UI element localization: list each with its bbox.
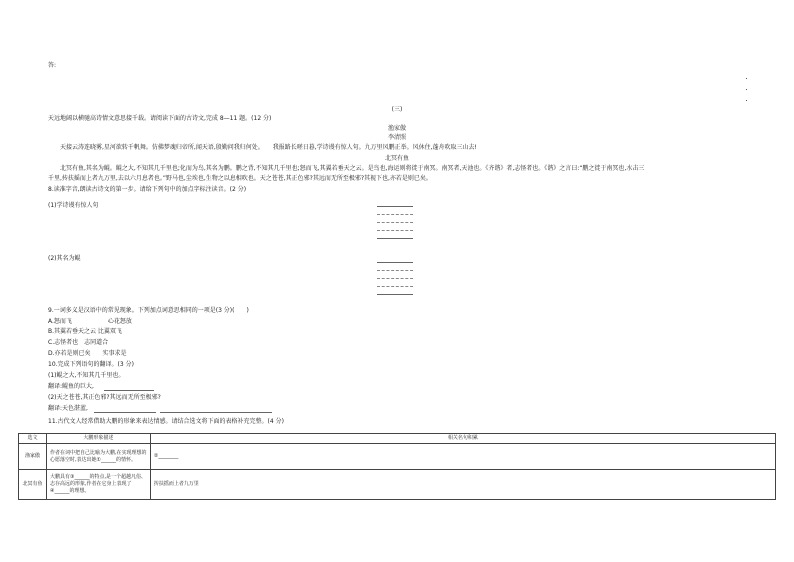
margin-dot	[746, 100, 747, 101]
translation-blank[interactable]	[104, 390, 154, 391]
pinyin-guide-line	[377, 214, 413, 215]
prose-text-line1: 北冥有鱼,其名为鲲。鲲之大,不知其几千里也;化而为鸟,其名为鹏。鹏之背,不知其几千里也;怒而飞,其翼若垂天之云。是鸟也,海运则将徙于南冥。南冥者,天池也。《齐谐》者,志怪者也。《谐》之言曰:“鹏之徙于南冥也,水击三	[60, 165, 645, 172]
pinyin-blank[interactable]	[377, 262, 413, 263]
question-8-item-2: (2)其名为鲲	[48, 255, 81, 262]
table-row	[19, 444, 776, 470]
question-10-item-2: (2)天之苍苍,其正色邪?其远而无所至极邪?	[48, 394, 161, 401]
poem-author: 李清照	[387, 134, 406, 141]
question-9-stem: 9.一词多义是汉语中的常见现象。下列加点词意思相同的一项是(3 分)( )	[48, 307, 249, 314]
question-11-stem: 11.古代文人经常借助大鹏的形象来表达情感。请结合选文将下面的表格补充完整。(4 分)	[48, 418, 284, 425]
pinyin-guide-line	[377, 230, 413, 231]
prose-text-line2: 千里,抟扶摇而上者九万里,去以六月息者也。”野马也,尘埃也,生物之以息相吹也。天之苍苍,其正色邪?其远而无所至极邪?其视下也,亦若是则已矣。	[48, 175, 432, 182]
pinyin-blank[interactable]	[377, 206, 413, 207]
table-header: 大鹏形象描述	[46, 434, 150, 444]
table-header: 选文	[19, 434, 47, 444]
question-10-translation-1: 翻译:鲲鱼的巨大,	[48, 383, 94, 390]
section-intro: 天远地阔以横驰高诗情文意思接千载。请阅读下面的古诗文,完成 8—11 题。(12 分)	[48, 115, 272, 122]
answer-label: 答:	[48, 62, 57, 69]
pinyin-guide-line	[377, 278, 413, 279]
pinyin-blank[interactable]	[377, 294, 413, 295]
table-header: 相关名句积累	[150, 434, 775, 444]
table-row	[19, 470, 776, 500]
poem-title: 渔家傲	[387, 125, 406, 132]
question-8-stem: 8.读准字音,朗读古诗文的第一步。请给下列句中的加点字标注读音。(2 分)	[48, 186, 247, 193]
question-8-item-1: (1)学诗谩有惊人句	[48, 202, 99, 209]
pinyin-guide-line	[377, 270, 413, 271]
pinyin-blank[interactable]	[377, 238, 413, 239]
question-10-item-1: (1)鲲之大,不知其几千里也。	[48, 372, 125, 379]
margin-dot	[746, 89, 747, 90]
pinyin-guide-line	[377, 286, 413, 287]
question-10-stem: 10.完成下列语句的翻译。(3 分)	[48, 361, 134, 368]
question-10-translation-2: 翻译:天色湛蓝,	[48, 405, 88, 412]
section-number: (三)	[391, 106, 403, 113]
table-cell-description[interactable]: 大鹏具有③______的特点,是一个超越凡俗、志存高远的形象,作者在它身上表现了④______的理想。	[46, 470, 150, 500]
answer-table	[18, 433, 776, 500]
question-9-option-d[interactable]: D.亦若是则已矣 实事求是	[48, 350, 127, 357]
table-cell-quote: 抟扶摇而上者九万里	[150, 470, 775, 500]
translation-blank[interactable]	[160, 412, 272, 413]
margin-dot	[746, 78, 747, 79]
question-9-option-a[interactable]: A.怒而飞 心花怒放	[48, 318, 132, 325]
table-cell-quote[interactable]: ②________	[150, 444, 775, 470]
table-cell-title: 北冥有鱼	[19, 470, 47, 500]
poem-text: 天接云涛连晓雾,星河欲转千帆舞。仿佛梦魂归帝所,闻天语,殷勤问我归何处。 我报路长嗟日暮,学诗谩有惊人句。九万里风鹏正举。风休住,蓬舟吹取三山去!	[60, 144, 477, 151]
table-cell-title: 渔家傲	[19, 444, 47, 470]
question-9-option-b[interactable]: B.其翼若垂天之云 比翼双飞	[48, 328, 122, 335]
question-9-option-c[interactable]: C.志怪者也 志同道合	[48, 339, 109, 346]
table-cell-description[interactable]: 作者在词中把自己比喻为大鹏,在实现理想的心愿落空时,表达出她①______的情怀。	[46, 444, 150, 470]
translation-blank[interactable]	[94, 412, 156, 413]
prose-title: 北冥有鱼	[384, 155, 409, 162]
table-header-row	[19, 434, 776, 444]
pinyin-guide-line	[377, 222, 413, 223]
